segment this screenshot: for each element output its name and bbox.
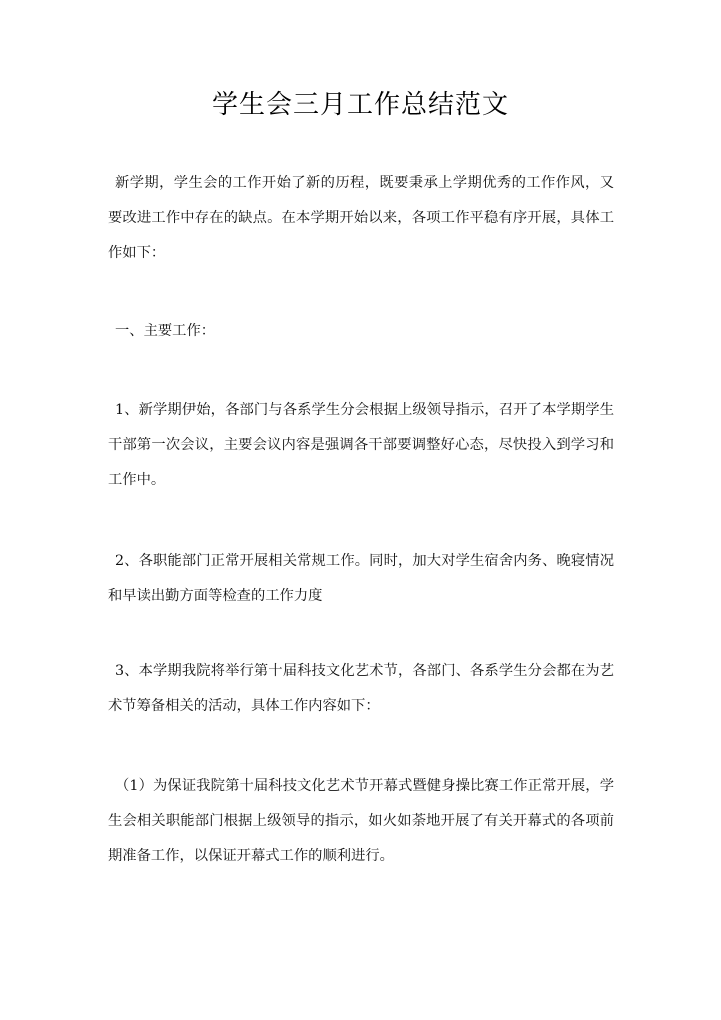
document-title: 学生会三月工作总结范文 [211, 90, 509, 120]
list-item-1: 1、新学期伊始，各部门与各系学生分会根据上级领导指示，召开了本学期学生干部第一次会议，主要会议内容是强调各干部要调整好心态，尽快投入到学习和工作中。 [108, 402, 614, 488]
intro-paragraph: 新学期，学生会的工作开始了新的历程，既要秉承上学期优秀的工作作风，又要改进工作中存在的缺点。在本学期开始以来，各项工作平稳有序开展，具体工作如下： [108, 175, 614, 261]
list-item-3: 3、本学期我院将举行第十届科技文化艺术节，各部门、各系学生分会都在为艺术节筹备相关的活动，具体工作内容如下： [108, 663, 614, 714]
list-item-2: 2、各职能部门正常开展相关常规工作。同时，加大对学生宿舍内务、晚寝情况和早读出勤方面等检查的工作力度 [108, 553, 614, 604]
section-heading-main-work: 一、主要工作： [115, 323, 216, 339]
sub-list-item-1: （1）为保证我院第十届科技文化艺术节开幕式暨健身操比赛工作正常开展，学生会相关职能部门根据上级领导的指示，如火如荼地开展了有关开幕式的各项前期准备工作，以保证开幕式工作的顺利进行。 [108, 778, 614, 864]
